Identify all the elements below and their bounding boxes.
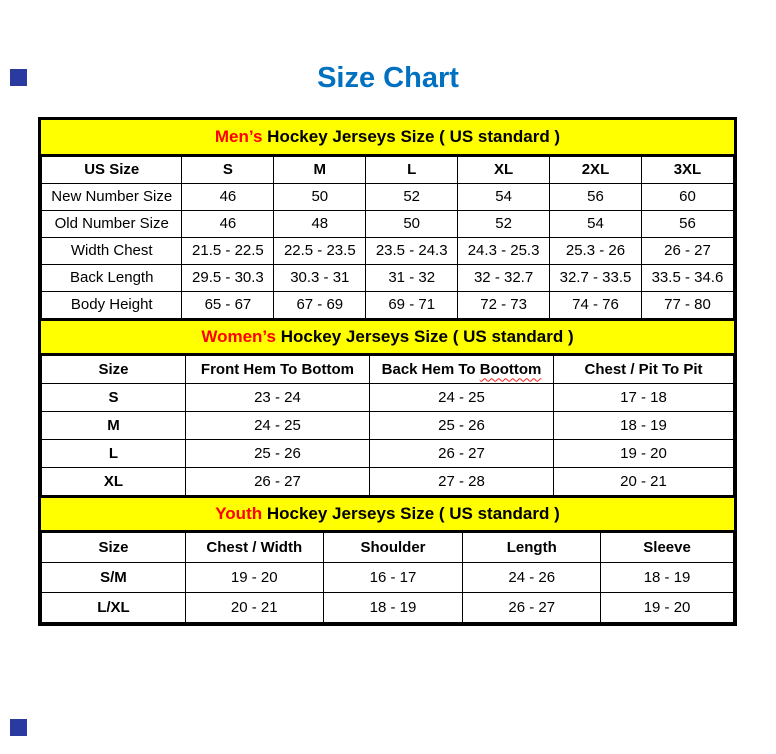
size-chart xyxy=(38,117,737,626)
size-value-cell: 17 - 18 xyxy=(554,384,734,412)
misspelled-word-squiggle: Boottom xyxy=(479,360,542,378)
table-row xyxy=(42,292,734,319)
column-header-cell: M xyxy=(274,157,366,184)
size-row-label: XL xyxy=(42,468,186,496)
size-value-cell: 32.7 - 33.5 xyxy=(550,265,642,292)
size-value-cell: 65 - 67 xyxy=(182,292,274,319)
corner-marker-top-left xyxy=(10,69,27,86)
size-value-cell: 46 xyxy=(182,211,274,238)
size-value-cell: 32 - 32.7 xyxy=(458,265,550,292)
column-header-cell: Length xyxy=(463,533,601,563)
header-text: Back Hem To xyxy=(381,360,480,378)
table-row xyxy=(42,265,734,292)
size-row-label: Back Length xyxy=(42,265,182,292)
size-value-cell: 31 - 32 xyxy=(366,265,458,292)
size-row-label: S xyxy=(42,384,186,412)
size-value-cell: 52 xyxy=(458,211,550,238)
size-value-cell: 23 - 24 xyxy=(185,384,369,412)
size-value-cell: 26 - 27 xyxy=(185,468,369,496)
table-row xyxy=(42,238,734,265)
size-value-cell: 56 xyxy=(641,211,733,238)
youth-size-table xyxy=(41,532,734,623)
size-value-cell: 26 - 27 xyxy=(641,238,733,265)
column-header-cell: Front Hem To Bottom xyxy=(185,356,369,384)
womens-banner-highlight: Women’s xyxy=(201,327,276,346)
size-value-cell: 69 - 71 xyxy=(366,292,458,319)
size-value-cell: 16 - 17 xyxy=(323,563,463,593)
size-value-cell: 26 - 27 xyxy=(463,593,601,623)
youth-section xyxy=(41,496,734,623)
size-value-cell: 24 - 25 xyxy=(185,412,369,440)
column-header-cell: Size xyxy=(42,356,186,384)
mens-banner-text: Hockey Jerseys Size ( US standard ) xyxy=(262,127,561,146)
column-header-cell: Size xyxy=(42,533,186,563)
table-row xyxy=(42,593,734,623)
table-row xyxy=(42,440,734,468)
size-value-cell: 77 - 80 xyxy=(641,292,733,319)
mens-section-banner xyxy=(41,120,734,156)
size-row-label: Old Number Size xyxy=(42,211,182,238)
size-value-cell: 22.5 - 23.5 xyxy=(274,238,366,265)
size-value-cell: 30.3 - 31 xyxy=(274,265,366,292)
youth-section-banner xyxy=(41,496,734,532)
womens-section-banner xyxy=(41,319,734,355)
size-value-cell: 21.5 - 22.5 xyxy=(182,238,274,265)
size-value-cell: 25 - 26 xyxy=(185,440,369,468)
table-row xyxy=(42,468,734,496)
size-value-cell: 67 - 69 xyxy=(274,292,366,319)
column-header-cell: US Size xyxy=(42,157,182,184)
womens-banner-text: Hockey Jerseys Size ( US standard ) xyxy=(275,327,574,346)
table-row xyxy=(42,384,734,412)
size-row-label: M xyxy=(42,412,186,440)
column-header-cell: L xyxy=(366,157,458,184)
size-row-label: S/M xyxy=(42,563,186,593)
column-header-cell: Shoulder xyxy=(323,533,463,563)
mens-banner-highlight: Men’s xyxy=(214,127,263,146)
size-row-label: Width Chest xyxy=(42,238,182,265)
size-value-cell: 60 xyxy=(641,184,733,211)
table-row xyxy=(42,563,734,593)
column-header-cell: 3XL xyxy=(641,157,733,184)
size-value-cell: 25.3 - 26 xyxy=(550,238,642,265)
size-value-cell: 52 xyxy=(366,184,458,211)
size-value-cell: 56 xyxy=(550,184,642,211)
table-row xyxy=(42,211,734,238)
column-header-cell: 2XL xyxy=(550,157,642,184)
table-row xyxy=(42,412,734,440)
header-row xyxy=(42,533,734,563)
column-header-cell: S xyxy=(182,157,274,184)
size-row-label: New Number Size xyxy=(42,184,182,211)
size-value-cell: 24 - 26 xyxy=(463,563,601,593)
corner-marker-bottom-left xyxy=(10,719,27,736)
womens-section xyxy=(41,319,734,496)
size-value-cell: 24 - 25 xyxy=(369,384,553,412)
size-row-label: L/XL xyxy=(42,593,186,623)
mens-size-table xyxy=(41,156,734,319)
size-value-cell: 72 - 73 xyxy=(458,292,550,319)
size-value-cell: 20 - 21 xyxy=(554,468,734,496)
size-value-cell: 23.5 - 24.3 xyxy=(366,238,458,265)
size-value-cell: 48 xyxy=(274,211,366,238)
size-row-label: L xyxy=(42,440,186,468)
size-value-cell: 29.5 - 30.3 xyxy=(182,265,274,292)
size-value-cell: 19 - 20 xyxy=(601,593,734,623)
size-value-cell: 26 - 27 xyxy=(369,440,553,468)
size-value-cell: 19 - 20 xyxy=(185,563,323,593)
size-value-cell: 50 xyxy=(366,211,458,238)
column-header-cell: Sleeve xyxy=(601,533,734,563)
size-value-cell: 74 - 76 xyxy=(550,292,642,319)
column-header-cell: XL xyxy=(458,157,550,184)
youth-banner-highlight: Youth xyxy=(215,504,263,523)
size-value-cell: 46 xyxy=(182,184,274,211)
page-title: Size Chart xyxy=(317,62,459,94)
column-header-cell: Chest / Pit To Pit xyxy=(554,356,734,384)
size-value-cell: 18 - 19 xyxy=(323,593,463,623)
youth-banner-text: Hockey Jerseys Size ( US standard ) xyxy=(262,504,560,523)
size-value-cell: 20 - 21 xyxy=(185,593,323,623)
size-value-cell: 54 xyxy=(458,184,550,211)
column-header-cell xyxy=(369,356,553,384)
mens-section xyxy=(41,120,734,319)
womens-size-table xyxy=(41,355,734,496)
header-row xyxy=(42,356,734,384)
size-value-cell: 33.5 - 34.6 xyxy=(641,265,733,292)
size-value-cell: 19 - 20 xyxy=(554,440,734,468)
header-row xyxy=(42,157,734,184)
size-value-cell: 24.3 - 25.3 xyxy=(458,238,550,265)
column-header-cell: Chest / Width xyxy=(185,533,323,563)
size-value-cell: 25 - 26 xyxy=(369,412,553,440)
size-value-cell: 18 - 19 xyxy=(601,563,734,593)
size-value-cell: 18 - 19 xyxy=(554,412,734,440)
size-row-label: Body Height xyxy=(42,292,182,319)
size-value-cell: 50 xyxy=(274,184,366,211)
size-value-cell: 54 xyxy=(550,211,642,238)
size-value-cell: 27 - 28 xyxy=(369,468,553,496)
table-row xyxy=(42,184,734,211)
